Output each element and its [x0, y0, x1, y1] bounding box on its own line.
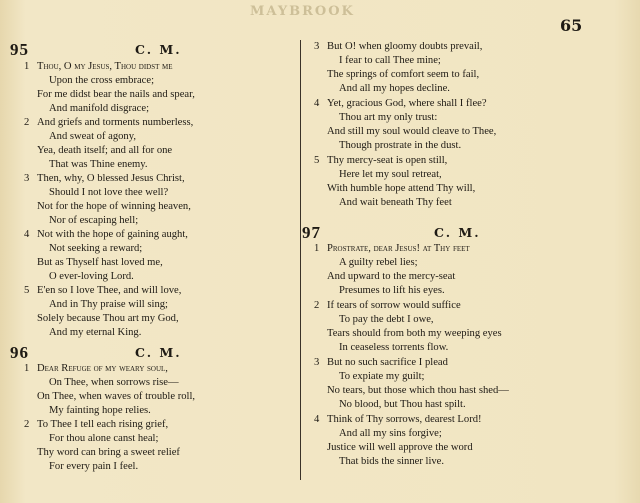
verse-line: And my eternal King.: [49, 327, 142, 338]
verse-line: No blood, but Thou hast spilt.: [339, 399, 466, 410]
verse-line: On Thee, when sorrows rise—: [49, 377, 179, 388]
verse-line: And griefs and torments numberless,: [37, 117, 194, 128]
verse-line: Then, why, O blessed Jesus Christ,: [37, 173, 185, 184]
verse-line: My fainting hope relies.: [49, 405, 151, 416]
verse-number: 3: [24, 173, 30, 184]
verse-number: 4: [314, 414, 320, 425]
verse-line: Not for the hope of winning heaven,: [37, 201, 191, 212]
verse-number: 1: [24, 363, 30, 374]
verse-line: Think of Thy sorrows, dearest Lord!: [327, 414, 482, 425]
verse-line: Thy mercy-seat is open still,: [327, 155, 448, 166]
verse-number: 2: [24, 117, 30, 128]
verse-line: That was Thine enemy.: [49, 159, 148, 170]
verse-line: And in Thy praise will sing;: [49, 299, 168, 310]
verse-line: But O! when gloomy doubts prevail,: [327, 41, 483, 52]
verse-line: I fear to call Thee mine;: [339, 55, 441, 66]
verse-line: Should I not love thee well?: [49, 187, 169, 198]
column-divider: [300, 40, 301, 480]
verse-line: Though prostrate in the dust.: [339, 140, 462, 151]
verse-number: 5: [314, 155, 320, 166]
verse-number: 2: [314, 300, 320, 311]
running-head: MAYBROOK: [250, 4, 355, 19]
verse-line: Prostrate, dear Jesus! at Thy feet: [327, 243, 470, 254]
verse-line: For me didst bear the nails and spear,: [37, 89, 195, 100]
verse-line: Thy word can bring a sweet relief: [37, 447, 180, 458]
verse-line: And upward to the mercy-seat: [327, 271, 456, 282]
verse-line: With humble hope attend Thy will,: [327, 183, 476, 194]
hymn-95-heading: [10, 40, 300, 60]
verse-line: But as Thyself hast loved me,: [37, 257, 163, 268]
hymn-number: 95: [10, 40, 29, 59]
verse-line: O ever-loving Lord.: [49, 271, 134, 282]
verse-number: 2: [24, 419, 30, 430]
verse-line: Presumes to lift his eyes.: [339, 285, 445, 296]
verse-line: Not with the hope of gaining aught,: [37, 229, 188, 240]
verse-line: Not seeking a reward;: [49, 243, 143, 254]
verse-line: Upon the cross embrace;: [49, 75, 155, 86]
verse-line: Justice will well approve the word: [327, 442, 473, 453]
verse-line: To pay the debt I owe,: [339, 314, 434, 325]
verse-line: That bids the sinner live.: [339, 456, 445, 467]
verse-line: Thou, O my Jesus, Thou didst me: [37, 61, 173, 72]
verse-line: E'en so I love Thee, and will love,: [37, 285, 182, 296]
verse-line: To Thee I tell each rising grief,: [37, 419, 169, 430]
verse-number: 4: [24, 229, 30, 240]
verse-number: 3: [314, 357, 320, 368]
verse-number: 4: [314, 98, 320, 109]
verse-line: But no such sacrifice I plead: [327, 357, 448, 368]
verse-line: And sweat of agony,: [49, 131, 136, 142]
verse-line: For thou alone canst heal;: [49, 433, 159, 444]
verse-line: On Thee, when waves of trouble roll,: [37, 391, 196, 402]
verse-line: And wait beneath Thy feet: [339, 197, 452, 208]
verse-line: Nor of escaping hell;: [49, 215, 139, 226]
verse-line: For every pain I feel.: [49, 461, 139, 472]
hymn-meter: C. M.: [135, 42, 182, 57]
page-number: 65: [560, 16, 583, 35]
verse-line: In ceaseless torrents flow.: [339, 342, 449, 353]
verse-line: If tears of sorrow would suffice: [327, 300, 461, 311]
verse-line: Thou art my only trust:: [339, 112, 438, 123]
verse-line: Here let my soul retreat,: [339, 169, 442, 180]
verse-line: Dear Refuge of my weary soul,: [37, 363, 168, 374]
verse-line: The springs of comfort seem to fail,: [327, 69, 480, 80]
hymn-96-heading: [10, 343, 300, 363]
verse-line: And still my soul would cleave to Thee,: [327, 126, 497, 137]
hymn-number: 97: [302, 223, 321, 242]
verse-line: Tears should from both my weeping eyes: [327, 328, 502, 339]
hymn-meter: C. M.: [434, 225, 481, 240]
verse-line: Yet, gracious God, where shall I flee?: [327, 98, 487, 109]
hymn-97-heading: [302, 223, 592, 243]
verse-line: Solely because Thou art my God,: [37, 313, 179, 324]
hymn-number: 96: [10, 343, 29, 362]
verse-line: A guilty rebel lies;: [339, 257, 418, 268]
hymn-meter: C. M.: [135, 345, 182, 360]
verse-number: 1: [314, 243, 320, 254]
verse-line: No tears, but those which thou hast shed—: [327, 385, 509, 396]
verse-line: To expiate my guilt;: [339, 371, 425, 382]
verse-number: 1: [24, 61, 30, 72]
verse-line: And all my hopes decline.: [339, 83, 450, 94]
verse-line: And all my sins forgive;: [339, 428, 442, 439]
verse-line: And manifold disgrace;: [49, 103, 150, 114]
verse-number: 5: [24, 285, 30, 296]
verse-line: Yea, death itself; and all for one: [37, 145, 173, 156]
verse-number: 3: [314, 41, 320, 52]
